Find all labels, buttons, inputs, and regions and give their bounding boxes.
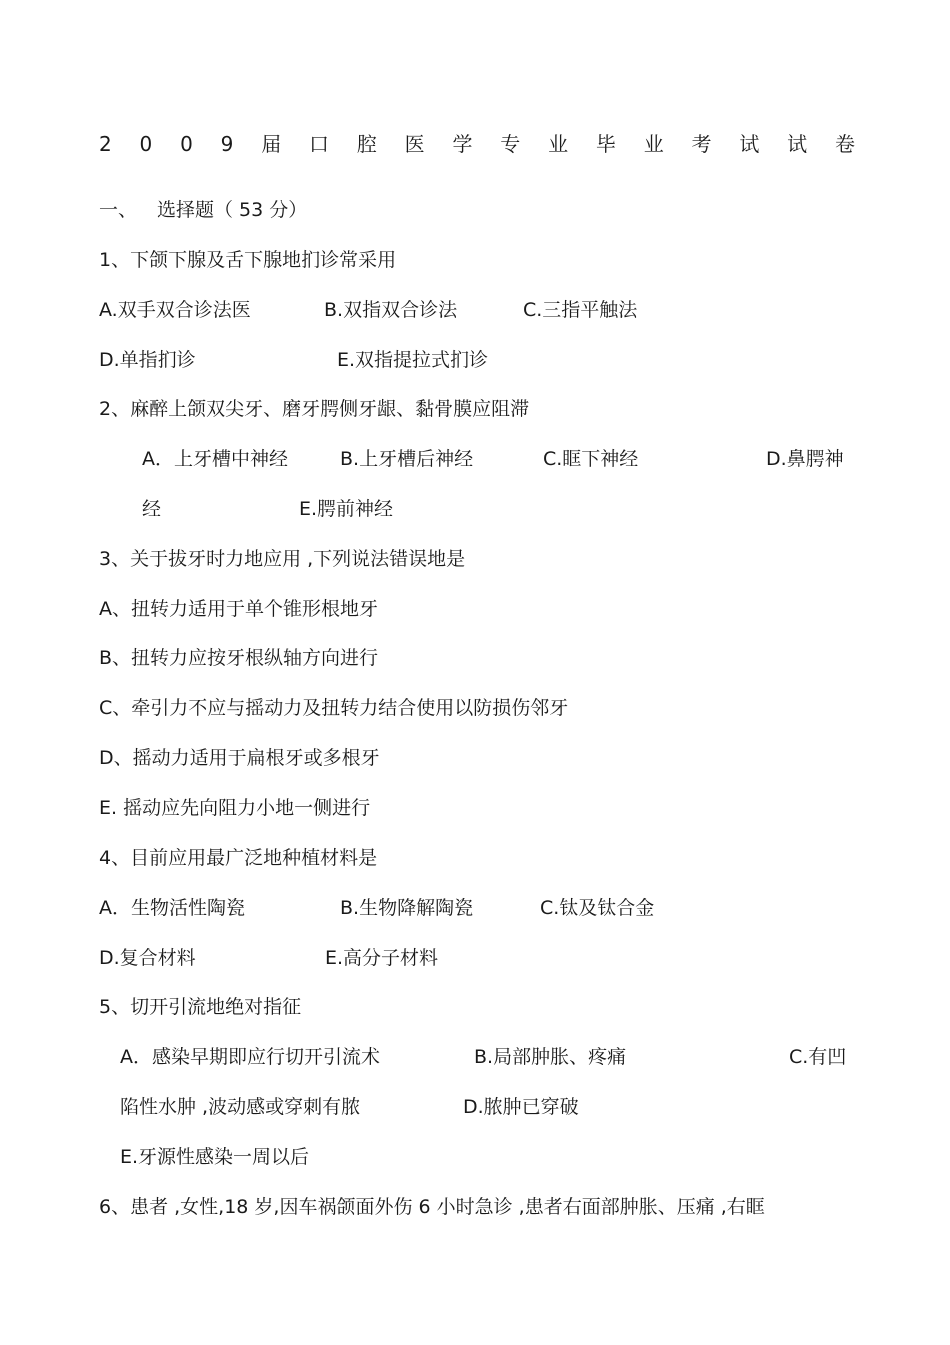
title-char: 专 bbox=[500, 132, 521, 156]
title-char: 毕 bbox=[595, 132, 616, 156]
question-3-stem: 3、关于拔牙时力地应用 ,下列说法错误地是 bbox=[99, 548, 466, 570]
question-5-stem: 5、切开引流地绝对指征 bbox=[99, 996, 302, 1018]
question-1-option-d: D.单指扪诊 bbox=[99, 349, 196, 371]
title-char: 腔 bbox=[356, 132, 377, 156]
question-5-option-d: D.脓肿已穿破 bbox=[463, 1096, 579, 1118]
question-2-option-e: E.腭前神经 bbox=[299, 498, 394, 520]
question-2-option-d: D.鼻腭神 bbox=[766, 448, 844, 470]
question-4-stem: 4、目前应用最广泛地种植材料是 bbox=[99, 847, 378, 869]
title-char: 0 bbox=[139, 132, 153, 156]
question-1-option-a: A.双手双合诊法医 bbox=[99, 299, 251, 321]
title-char: 试 bbox=[739, 132, 760, 156]
exam-title bbox=[99, 131, 855, 157]
title-char: 口 bbox=[309, 132, 329, 156]
question-1-stem: 1、下颌下腺及舌下腺地扪诊常采用 bbox=[99, 249, 397, 271]
title-char: 2 bbox=[99, 132, 112, 156]
title-char: 卷 bbox=[834, 132, 855, 156]
title-char: 试 bbox=[787, 132, 808, 156]
question-5-option-c: C.有凹 bbox=[789, 1046, 847, 1068]
title-char: 业 bbox=[548, 132, 569, 156]
question-1-option-e: E.双指提拉式扪诊 bbox=[337, 349, 489, 371]
question-3-option-d: D、摇动力适用于扁根牙或多根牙 bbox=[99, 747, 380, 769]
question-2-option-a: A．上牙槽中神经 bbox=[142, 448, 288, 470]
question-1-option-c: C.三指平触法 bbox=[523, 299, 638, 321]
title-char: 医 bbox=[404, 132, 425, 156]
question-3-option-a: A、扭转力适用于单个锥形根地牙 bbox=[99, 598, 378, 620]
title-char: 9 bbox=[220, 132, 234, 156]
question-5-option-e: E.牙源性感染一周以后 bbox=[120, 1146, 310, 1168]
question-3-option-c: C、牵引力不应与摇动力及扭转力结合使用以防损伤邻牙 bbox=[99, 697, 569, 719]
question-5-option-c-continued: 陷性水肿 ,波动感或穿刺有脓 bbox=[120, 1096, 361, 1118]
title-char: 届 bbox=[261, 132, 282, 156]
question-3-option-b: B、扭转力应按牙根纵轴方向进行 bbox=[99, 647, 379, 669]
question-1-option-b: B.双指双合诊法 bbox=[324, 299, 458, 321]
title-char: 业 bbox=[643, 132, 664, 156]
question-4-option-c: C.钛及钛合金 bbox=[540, 897, 655, 919]
section-number: 一、 bbox=[99, 199, 138, 221]
question-4-option-e: E.高分子材料 bbox=[325, 947, 439, 969]
question-4-option-b: B.生物降解陶瓷 bbox=[340, 897, 474, 919]
question-4-option-d: D.复合材料 bbox=[99, 947, 196, 969]
question-6-stem: 6、患者 ,女性,18 岁,因车祸颌面外伤 6 小时急诊 ,患者右面部肿胀、压痛 ,右眶 bbox=[99, 1196, 765, 1218]
title-char: 0 bbox=[180, 132, 193, 156]
question-4-option-a: A．生物活性陶瓷 bbox=[99, 897, 245, 919]
question-2-option-c: C.眶下神经 bbox=[543, 448, 639, 470]
question-2-stem: 2、麻醉上颌双尖牙、磨牙腭侧牙龈、黏骨膜应阻滞 bbox=[99, 398, 530, 420]
title-char: 学 bbox=[452, 132, 473, 156]
question-5-option-b: B.局部肿胀、疼痛 bbox=[474, 1046, 627, 1068]
title-char: 考 bbox=[691, 132, 712, 156]
question-5-option-a: A．感染早期即应行切开引流术 bbox=[120, 1046, 380, 1068]
question-2-option-d-continued: 经 bbox=[142, 498, 162, 520]
question-2-option-b: B.上牙槽后神经 bbox=[340, 448, 474, 470]
section-heading: 选择题（ 53 分） bbox=[157, 199, 308, 221]
question-3-option-e: E. 摇动应先向阻力小地一侧进行 bbox=[99, 797, 371, 819]
